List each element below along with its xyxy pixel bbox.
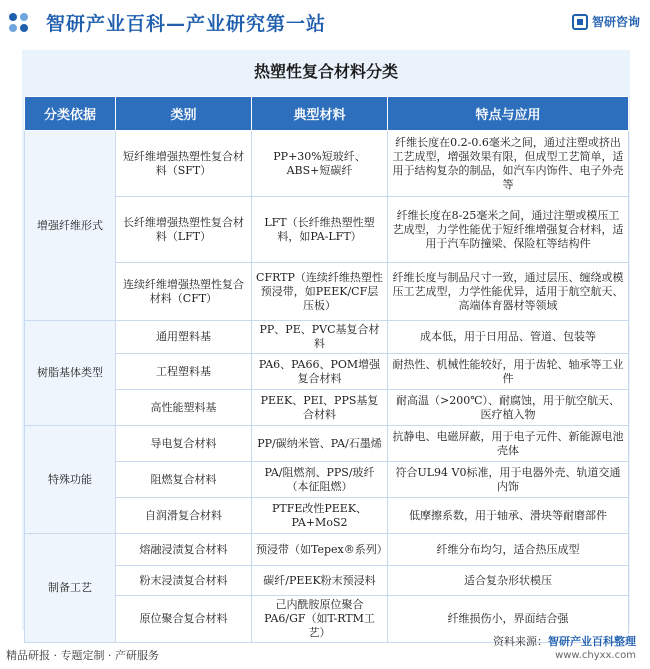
footer-services: 精品研报 · 专题定制 · 产研服务 xyxy=(6,649,159,662)
table-row xyxy=(25,498,629,534)
table-row xyxy=(25,321,629,354)
table-row xyxy=(25,426,629,462)
feature-cell: 成本低，用于日用品、管道、包装等 xyxy=(388,321,629,354)
table-row xyxy=(25,566,629,596)
column-header-category: 类别 xyxy=(116,97,252,131)
material-cell: PTFE改性PEEK、PA+MoS2 xyxy=(252,498,388,534)
category-cell: 熔融浸渍复合材料 xyxy=(116,534,252,566)
feature-cell: 纤维长度在0.2-0.6毫米之间，通过注塑或挤出工艺成型，增强效果有限，但成型工艺简单，适用于结构复杂的制品，如汽车内饰件、电子外壳等 xyxy=(388,131,629,197)
feature-cell: 耐高温（>200℃）、耐腐蚀，用于航空航天、医疗植入物 xyxy=(388,390,629,426)
brand-logo xyxy=(572,13,640,30)
column-header-feature: 特点与应用 xyxy=(388,97,629,131)
material-cell: 己内酰胺原位聚合PA6/GF（如T-RTM工艺） xyxy=(252,596,388,643)
footer-url: www.chyxx.com xyxy=(555,650,636,661)
material-cell: PEEK、PEI、PPS基复合材料 xyxy=(252,390,388,426)
feature-cell: 符合UL94 V0标准，用于电器外壳、轨道交通内饰 xyxy=(388,462,629,498)
feature-cell: 耐热性、机械性能较好，用于齿轮、轴承等工业件 xyxy=(388,354,629,390)
column-header-basis: 分类依据 xyxy=(25,97,116,131)
category-cell: 导电复合材料 xyxy=(116,426,252,462)
category-cell: 通用塑料基 xyxy=(116,321,252,354)
brand-name: 智研咨询 xyxy=(591,15,640,29)
material-cell: PA/阻燃剂、PPS/玻纤（本征阻燃） xyxy=(252,462,388,498)
table-row xyxy=(25,131,629,197)
category-cell: 阻燃复合材料 xyxy=(116,462,252,498)
basis-cell: 特殊功能 xyxy=(25,426,116,534)
material-cell: PA6、PA66、POM增强复合材料 xyxy=(252,354,388,390)
column-header-material: 典型材料 xyxy=(252,97,388,131)
category-cell: 连续纤维增强热塑性复合材料（CFT） xyxy=(116,263,252,321)
basis-cell: 树脂基体类型 xyxy=(25,321,116,426)
feature-cell: 纤维损伤小，界面结合强 xyxy=(388,596,629,643)
source-label: 资料来源： xyxy=(493,635,548,648)
basis-cell: 制备工艺 xyxy=(25,534,116,643)
feature-cell: 纤维长度在8-25毫米之间，通过注塑或模压工艺成型，力学性能优于短纤维增强复合材料，适用于汽车防撞梁、保险杠等结构件 xyxy=(388,197,629,263)
category-cell: 高性能塑料基 xyxy=(116,390,252,426)
feature-cell: 纤维长度与制品尺寸一致，通过层压、缠绕或模压工艺成型，力学性能优异，适用于航空航天、高端体育器材等领域 xyxy=(388,263,629,321)
material-cell: 预浸带（如Tepex®系列） xyxy=(252,534,388,566)
feature-cell: 适合复杂形状模压 xyxy=(388,566,629,596)
page-footer xyxy=(0,631,650,669)
category-cell: 长纤维增强热塑性复合材料（LFT） xyxy=(116,197,252,263)
feature-cell: 低摩擦系数，用于轴承、滑块等耐磨部件 xyxy=(388,498,629,534)
table-row xyxy=(25,390,629,426)
feature-cell: 抗静电、电磁屏蔽，用于电子元件、新能源电池壳体 xyxy=(388,426,629,462)
brand-logo-icon xyxy=(572,14,588,30)
category-cell: 自润滑复合材料 xyxy=(116,498,252,534)
table-header-row xyxy=(25,97,629,131)
page-header xyxy=(0,0,650,44)
material-cell: PP+30%短玻纤、ABS+短碳纤 xyxy=(252,131,388,197)
material-cell: PP、PE、PVC基复合材料 xyxy=(252,321,388,354)
category-cell: 原位聚合复合材料 xyxy=(116,596,252,643)
table-row xyxy=(25,354,629,390)
category-cell: 粉末浸渍复合材料 xyxy=(116,566,252,596)
classification-table xyxy=(24,96,629,643)
table-row xyxy=(25,263,629,321)
material-cell: LFT（长纤维热塑性塑料，如PA-LFT） xyxy=(252,197,388,263)
page-title: 智研产业百科—产业研究第一站 xyxy=(46,13,327,35)
feature-cell: 纤维分布均匀，适合热压成型 xyxy=(388,534,629,566)
basis-cell: 增强纤维形式 xyxy=(25,131,116,321)
category-cell: 工程塑料基 xyxy=(116,354,252,390)
footer-source xyxy=(493,633,636,649)
table-row xyxy=(25,462,629,498)
category-cell: 短纤维增强热塑性复合材料（SFT） xyxy=(116,131,252,197)
brand-dots-icon xyxy=(8,12,34,34)
table-row xyxy=(25,197,629,263)
table-row xyxy=(25,534,629,566)
material-cell: PP/碳纳米管、PA/石墨烯 xyxy=(252,426,388,462)
material-cell: CFRTP（连续纤维热塑性预浸带，如PEEK/CF层压板） xyxy=(252,263,388,321)
table-title: 热塑性复合材料分类 xyxy=(253,62,398,81)
source-name: 智研产业百科整理 xyxy=(548,635,636,648)
material-cell: 碳纤/PEEK粉末预浸料 xyxy=(252,566,388,596)
